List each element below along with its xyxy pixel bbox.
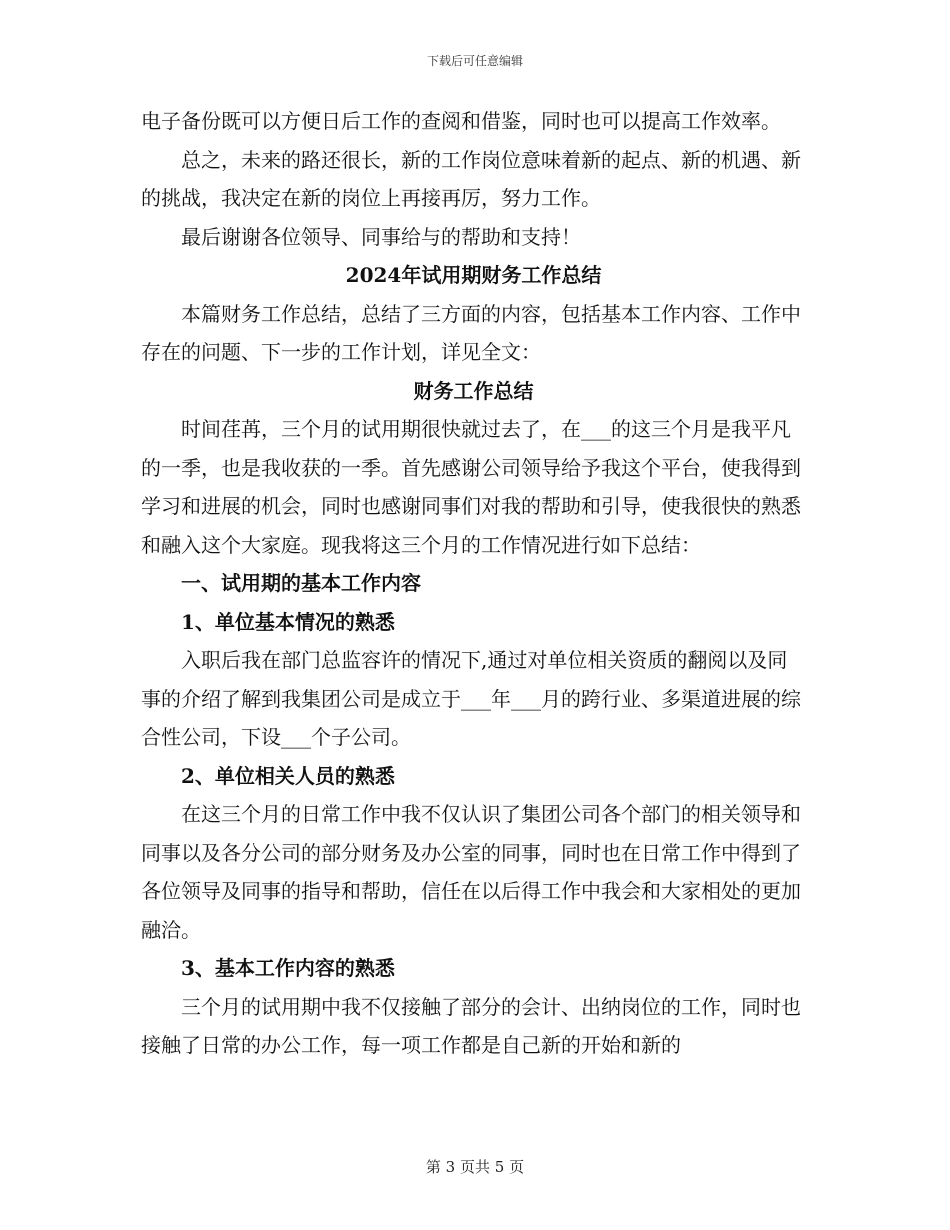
subsection-heading: 3、基本工作内容的熟悉 xyxy=(181,956,395,980)
document-title: 2024年试用期财务工作总结 xyxy=(345,263,602,287)
paragraph: 在这三个月的日常工作中我不仅认识了集团公司各个部门的相关领导和同事以及各分公司的部分财务及办公室的同事，同时也在日常工作中得到了各位领导及同事的指导和帮助，信任在以后得工作中我会和大家相处的更加融洽。 xyxy=(141,802,801,942)
section-title: 财务工作总结 xyxy=(413,378,534,403)
paragraph: 三个月的试用期中我不仅接触了部分的会计、出纳岗位的工作，同时也接触了日常的办公工作，每一项工作都是自己新的开始和新的 xyxy=(141,994,801,1057)
subsection-heading: 1、单位基本情况的熟悉 xyxy=(181,609,395,634)
subsection-heading: 2、单位相关人员的熟悉 xyxy=(181,763,395,788)
page-number: 第 3 页共 5 页 xyxy=(425,1158,525,1176)
paragraph: 本篇财务工作总结，总结了三方面的内容，包括基本工作内容、工作中存在的问题、下一步的工作计划，详见全文： xyxy=(141,301,801,364)
paragraph: 时间荏苒，三个月的试用期很快就过去了，在___的这三个月是我平凡的一季，也是我收获的一季。首先感谢公司领导给予我这个平台，使我得到学习和进展的机会，同时也感谢同事们对我的帮助和引导，使我很快的熟悉和融入这个大家庭。现我将这三个月的工作情况进行如下总结： xyxy=(141,417,801,557)
document-body xyxy=(141,102,806,1065)
header-note: 下载后可任意编辑 xyxy=(426,54,523,68)
section-heading: 一、试用期的基本工作内容 xyxy=(181,571,421,595)
paragraph: 最后谢谢各位领导、同事给与的帮助和支持！ xyxy=(181,224,581,249)
paragraph: 电子备份既可以方便日后工作的查阅和借鉴，同时也可以提高工作效率。 xyxy=(141,109,781,133)
paragraph: 总之，未来的路还很长，新的工作岗位意味着新的起点、新的机遇、新的挑战，我决定在新的岗位上再接再厉，努力工作。 xyxy=(141,147,801,210)
paragraph: 入职后我在部门总监容许的情况下,通过对单位相关资质的翻阅以及同事的介绍了解到我集团公司是成立于___年___月的跨行业、多渠道进展的综合性公司，下设___个子公司。 xyxy=(141,648,801,749)
